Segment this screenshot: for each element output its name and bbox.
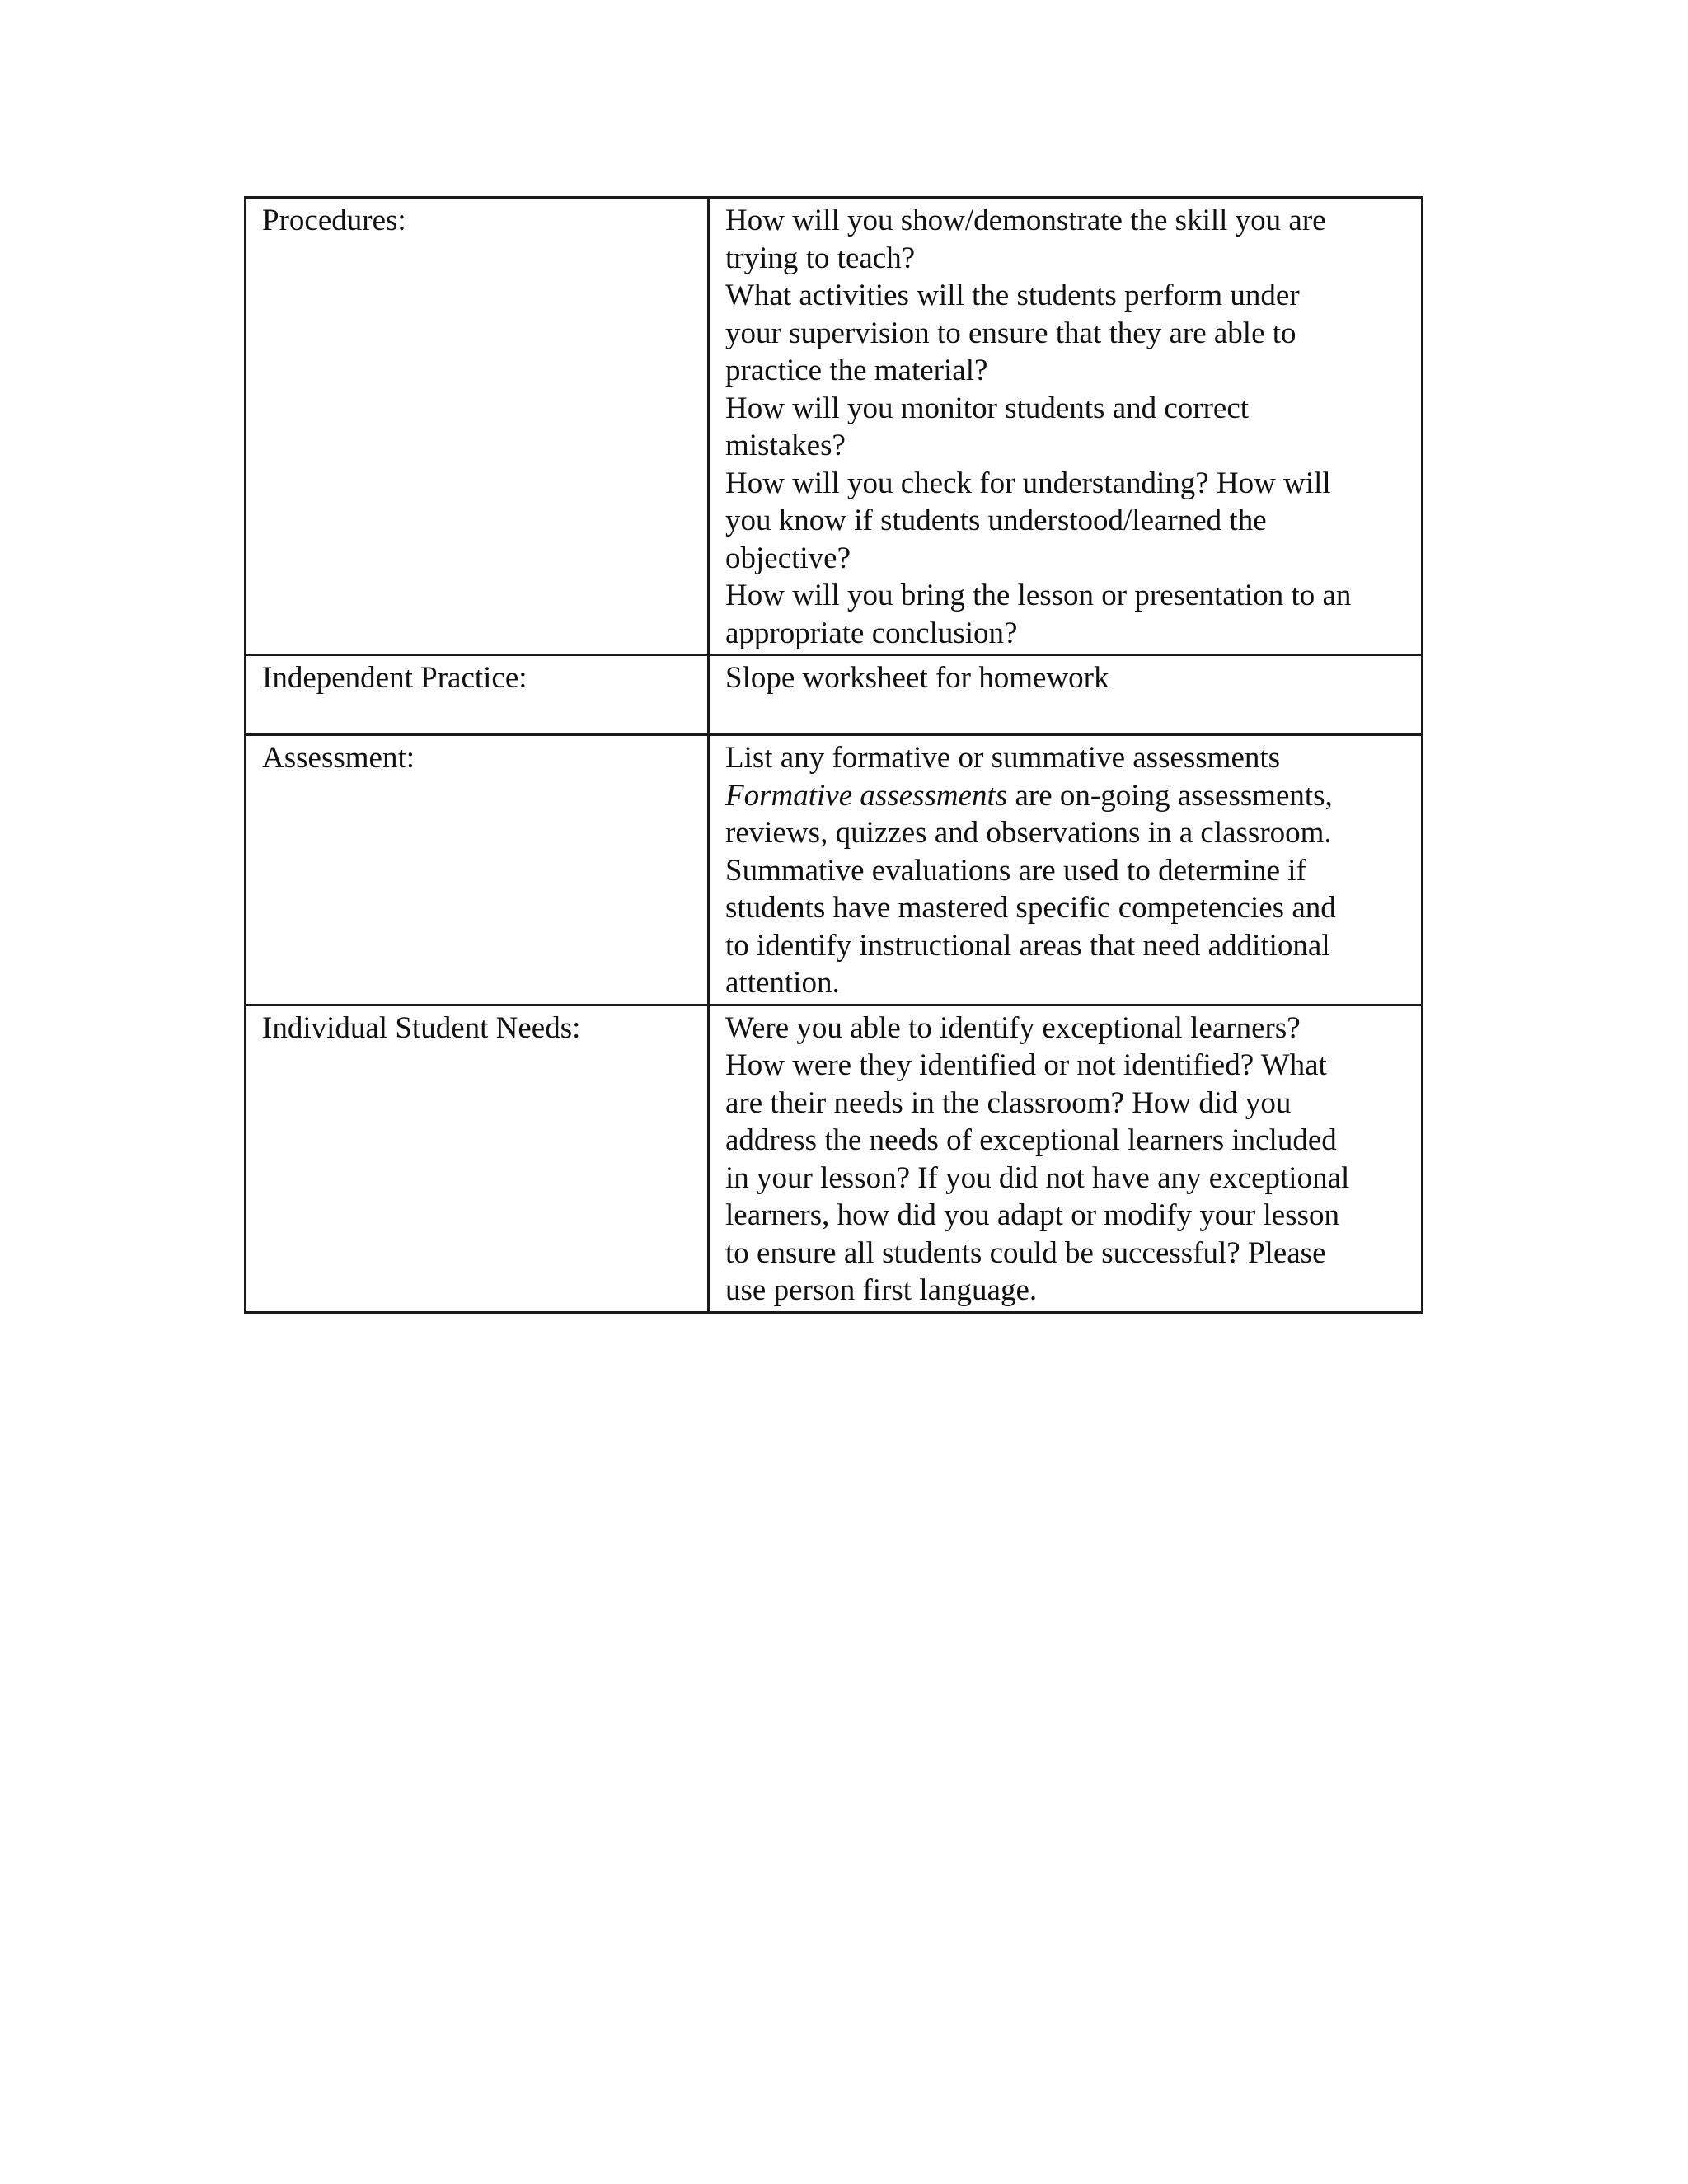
student-needs-line: address the needs of exceptional learners included [725,1123,1337,1157]
student-needs-line: Were you able to identify exceptional learners? [725,1010,1301,1045]
procedures-line: How will you show/demonstrate the skill you are [725,204,1326,237]
table-row-independent-practice [246,655,1423,735]
procedures-line: How will you monitor students and correct [725,391,1250,425]
student-needs-line: in your lesson? If you did not have any exceptional [725,1160,1350,1195]
assessment-line: List any formative or summative assessments [725,741,1281,775]
table-row-assessment [246,735,1423,1005]
formative-assessments-term: Formative assessments [725,778,1008,813]
assessment-label: Assessment: [262,741,415,775]
table-row-procedures [246,198,1423,655]
individual-student-needs-content-cell [709,1005,1423,1312]
procedures-line: mistakes? [725,429,846,462]
assessment-line: Summative evaluations are used to determine if [725,853,1306,888]
procedures-line: trying to teach? [725,241,916,275]
student-needs-line: are their needs in the classroom? How did you [725,1085,1292,1120]
student-needs-line: use person first language. [725,1273,1038,1307]
procedures-label: Procedures: [262,204,406,237]
procedures-label-cell [246,198,709,655]
procedures-line: How will you bring the lesson or presentation to an [725,579,1352,612]
procedures-line: objective? [725,541,851,575]
individual-student-needs-label-cell [246,1005,709,1312]
procedures-content-cell [709,198,1423,655]
procedures-line: you know if students understood/learned the [725,504,1267,537]
procedures-line: What activities will the students perform under [725,279,1300,312]
assessment-label-cell [246,735,709,1005]
student-needs-line: learners, how did you adapt or modify your lesson [725,1198,1339,1232]
formative-assessments-definition: are on-going assessments, [1007,778,1333,813]
independent-practice-label-cell [246,655,709,735]
table-row-individual-student-needs [246,1005,1423,1312]
assessment-line: to identify instructional areas that need additional [725,928,1330,963]
procedures-line: How will you check for understanding? How will [725,466,1331,500]
procedures-line: practice the material? [725,354,988,387]
assessment-line: reviews, quizzes and observations in a classroom. [725,816,1332,850]
independent-practice-content-cell [709,655,1423,735]
assessment-formative-line [725,777,1406,815]
assessment-content-cell [709,735,1423,1005]
assessment-line: attention. [725,966,840,1000]
independent-practice-line: Slope worksheet for homework [725,661,1109,695]
student-needs-line: to ensure all students could be successful? Please [725,1235,1326,1270]
assessment-line: students have mastered specific competencies and [725,891,1336,925]
individual-student-needs-label: Individual Student Needs: [262,1010,581,1045]
procedures-line: appropriate conclusion? [725,616,1018,650]
independent-practice-label: Independent Practice: [262,661,528,695]
student-needs-line: How were they identified or not identified? What [725,1048,1327,1082]
procedures-line: your supervision to ensure that they are able to [725,316,1296,350]
lesson-plan-table [244,196,1423,1314]
